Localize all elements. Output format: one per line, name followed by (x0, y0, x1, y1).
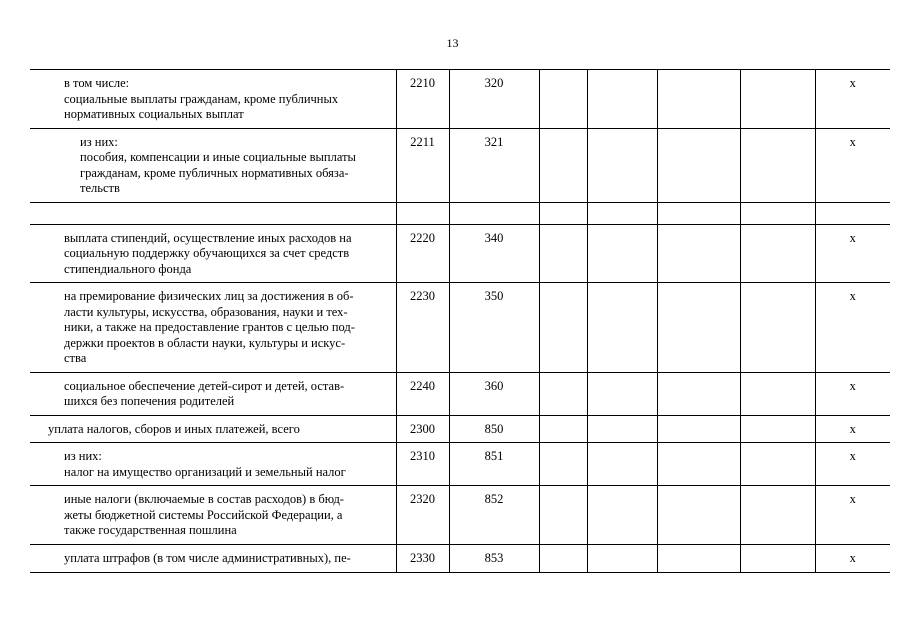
row-description: социальное обеспечение детей-сирот и детей, остав- шихся без попечения родителей (30, 372, 396, 415)
row-kosgu: 851 (449, 443, 539, 486)
empty-cell (740, 443, 815, 486)
row-kosgu: 360 (449, 372, 539, 415)
empty-cell (539, 544, 587, 573)
empty-cell (657, 415, 740, 443)
financial-table (30, 69, 890, 573)
empty-cell (587, 128, 657, 202)
empty-cell (740, 128, 815, 202)
empty-cell (539, 224, 587, 283)
empty-cell (587, 415, 657, 443)
empty-cell (657, 128, 740, 202)
empty-cell (740, 415, 815, 443)
empty-cell (740, 70, 815, 129)
empty-cell (587, 283, 657, 373)
row-kosgu: 853 (449, 544, 539, 573)
empty-cell (657, 486, 740, 545)
row-kosgu: 320 (449, 70, 539, 129)
row-mark: x (815, 415, 890, 443)
empty-cell (449, 202, 539, 224)
empty-cell (587, 486, 657, 545)
page-number: 13 (446, 36, 459, 50)
table-row (30, 372, 890, 415)
row-description: из них: налог на имущество организаций и земельный налог (30, 443, 396, 486)
table-row (30, 443, 890, 486)
row-code: 2330 (396, 544, 449, 573)
row-mark: x (815, 486, 890, 545)
empty-cell (657, 544, 740, 573)
row-code: 2230 (396, 283, 449, 373)
empty-cell (30, 202, 396, 224)
row-code: 2320 (396, 486, 449, 545)
empty-cell (539, 283, 587, 373)
empty-cell (657, 443, 740, 486)
empty-cell (539, 486, 587, 545)
row-mark: x (815, 443, 890, 486)
table-row (30, 283, 890, 373)
empty-cell (657, 224, 740, 283)
empty-cell (657, 202, 740, 224)
row-mark: x (815, 372, 890, 415)
empty-cell (740, 224, 815, 283)
empty-cell (740, 283, 815, 373)
empty-cell (657, 70, 740, 129)
row-kosgu: 350 (449, 283, 539, 373)
row-code: 2220 (396, 224, 449, 283)
row-code: 2210 (396, 70, 449, 129)
blank-row (30, 202, 890, 224)
empty-cell (657, 283, 740, 373)
row-kosgu: 852 (449, 486, 539, 545)
empty-cell (740, 544, 815, 573)
row-mark: x (815, 544, 890, 573)
row-mark: x (815, 128, 890, 202)
row-kosgu: 850 (449, 415, 539, 443)
empty-cell (815, 202, 890, 224)
empty-cell (539, 128, 587, 202)
row-code: 2310 (396, 443, 449, 486)
table-row (30, 544, 890, 573)
empty-cell (587, 443, 657, 486)
empty-cell (587, 202, 657, 224)
row-code: 2300 (396, 415, 449, 443)
row-description: из них: пособия, компенсации и иные социальные выплаты гражданам, кроме публичных нормативных обяза- тельств (30, 128, 396, 202)
row-mark: x (815, 224, 890, 283)
empty-cell (587, 224, 657, 283)
empty-cell (587, 544, 657, 573)
empty-cell (539, 415, 587, 443)
row-code: 2211 (396, 128, 449, 202)
table-row (30, 224, 890, 283)
empty-cell (539, 372, 587, 415)
table-row (30, 486, 890, 545)
table-row (30, 128, 890, 202)
empty-cell (587, 70, 657, 129)
table-row (30, 70, 890, 129)
empty-cell (539, 70, 587, 129)
row-description: иные налоги (включаемые в состав расходов) в бюд- жеты бюджетной системы Российской Федерации, а также государственная пошлина (30, 486, 396, 545)
table-row (30, 415, 890, 443)
empty-cell (740, 486, 815, 545)
row-description: уплата налогов, сборов и иных платежей, всего (30, 415, 396, 443)
row-description: уплата штрафов (в том числе административных), пе- (30, 544, 396, 573)
empty-cell (539, 202, 587, 224)
row-description: выплата стипендий, осуществление иных расходов на социальную поддержку обучающихся за счет средств стипендиального фонда (30, 224, 396, 283)
empty-cell (657, 372, 740, 415)
empty-cell (587, 372, 657, 415)
row-code: 2240 (396, 372, 449, 415)
empty-cell (396, 202, 449, 224)
empty-cell (740, 372, 815, 415)
row-mark: x (815, 283, 890, 373)
row-mark: x (815, 70, 890, 129)
row-description: в том числе: социальные выплаты гражданам, кроме публичных нормативных социальных выплат (30, 70, 396, 129)
empty-cell (740, 202, 815, 224)
empty-cell (539, 443, 587, 486)
row-description: на премирование физических лиц за достижения в об- ласти культуры, искусства, образования, науки и тех- ники, а также на предоставление грантов с целью под- держки проектов в области науки, культуры и искус- ства (30, 283, 396, 373)
row-kosgu: 340 (449, 224, 539, 283)
row-kosgu: 321 (449, 128, 539, 202)
